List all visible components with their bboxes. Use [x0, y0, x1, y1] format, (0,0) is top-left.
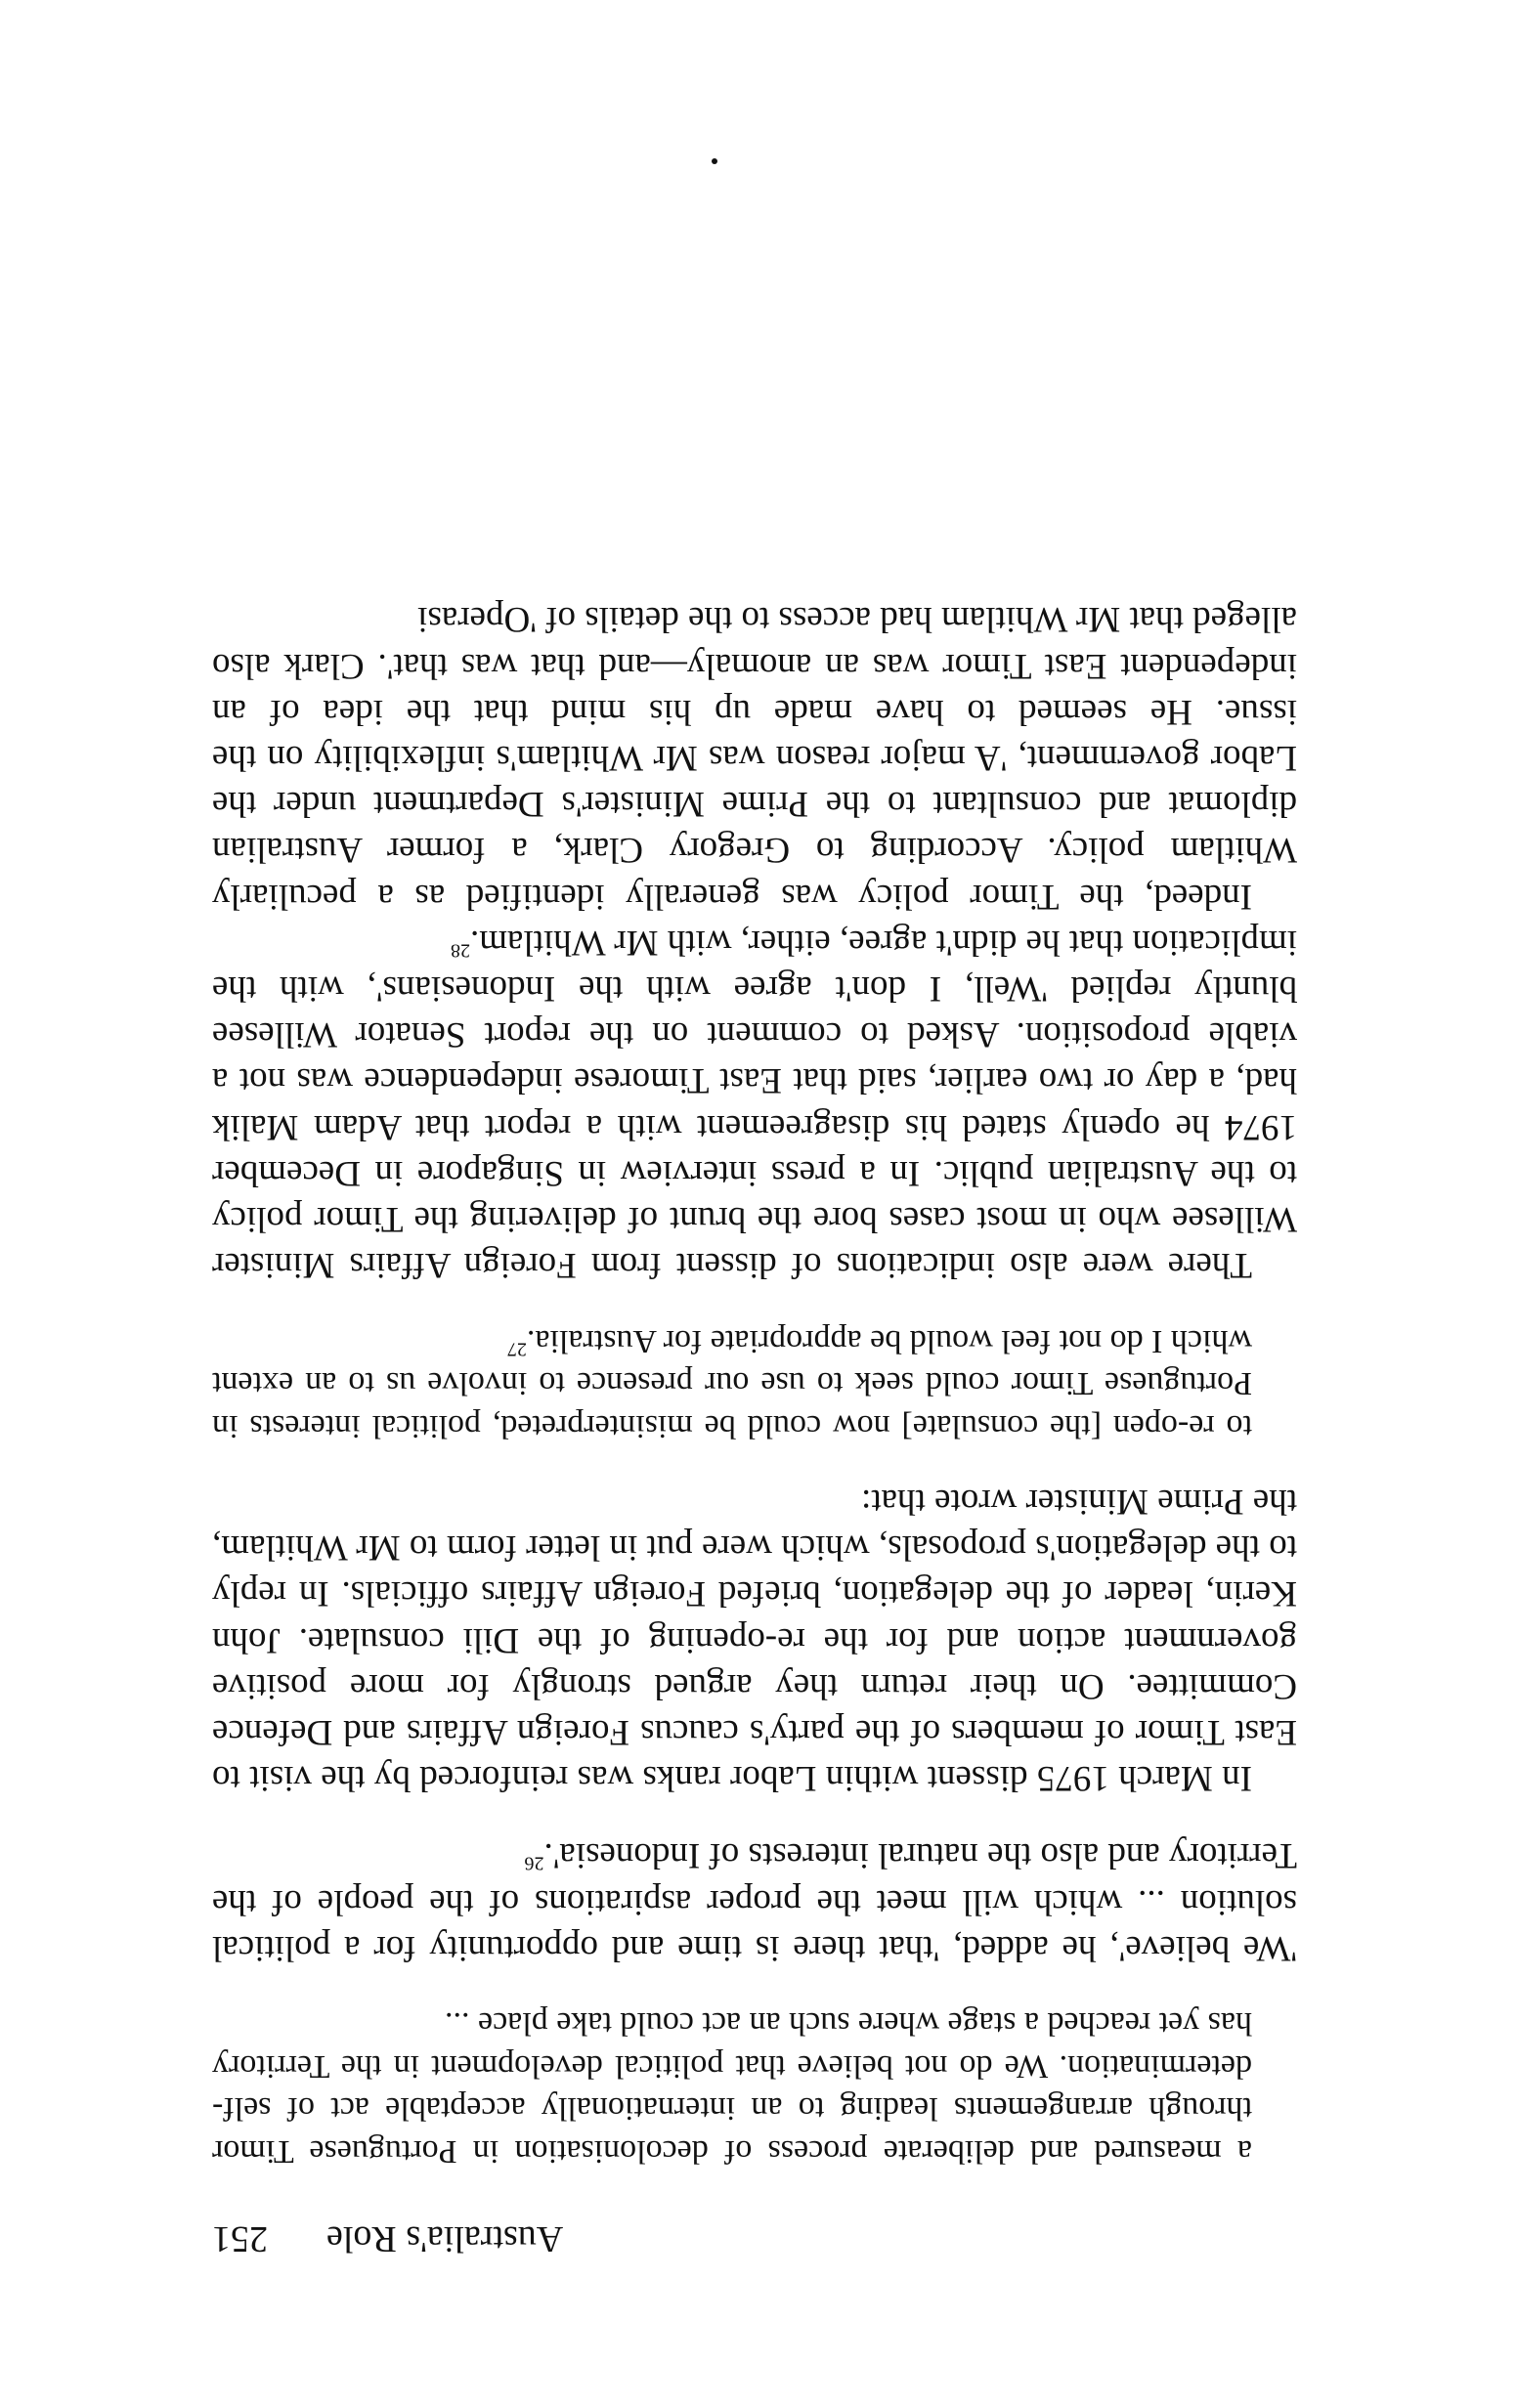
page-number: 251 — [212, 2218, 268, 2259]
paragraph-1 — [212, 1832, 1297, 1971]
paragraph-1-text: 'We believe', he added, 'that there is time and opportunity for a political solution ... which will meet the proper aspirations of the people of the Territory and also the natural interests of Indonesia'. — [212, 1835, 1297, 1968]
running-header — [212, 2215, 1297, 2261]
block-quote-1-text: a measured and deliberate process of decolonisation in Portuguese Timor through arrangements leading to an internationally acceptable act of self-determination. We do not believe that political development in the Territory has yet reached a stage where such an act could take place ... — [212, 2005, 1252, 2170]
page-text-block — [212, 596, 1297, 2261]
block-quote-2-text: to re-open [the consulate] now could be misinterpreted, political interests in Portuguese Timor could seek to use our presence to involve us to an extent which I do not feel would be appropriate for Australia. — [212, 1322, 1252, 1444]
running-title: Australia's Role — [326, 2218, 564, 2259]
footnote-ref-27: 27 — [506, 1338, 527, 1360]
paragraph-4 — [212, 596, 1297, 919]
footnote-ref-28: 28 — [450, 939, 470, 962]
block-quote-1 — [212, 2002, 1252, 2172]
paragraph-2 — [212, 1479, 1297, 1801]
paragraph-3 — [212, 920, 1297, 1289]
footnote-ref-26: 26 — [524, 1852, 544, 1874]
stray-mark — [712, 158, 717, 164]
paragraph-4-text: Indeed, the Timor policy was generally identified as a peculiarly Whitlam policy. According to Gregory Clark, a former Australian diplomat and consultant to the Prime Minister's Department under the Labor government, 'A major reason was Mr Whitlam's inflexibility on the issue. He seemed to have made up his mind that the idea of an independent East Timor was an anomaly—and that was that'. Clark also alleged that Mr Whitlam had access to the details of 'Operasi — [212, 599, 1297, 917]
block-quote-2 — [212, 1319, 1252, 1447]
paragraph-3-text: There were also indications of dissent from Foreign Affairs Minister Willesee who in most cases bore the brunt of delivering the Timor policy to the Australian public. In a press interview in Singapore in December 1974 he openly stated his disagreement with a report that Adam Malik had, a day or two earlier, said that East Timorese independence was not a viable proposition. Asked to comment on the report Senator Willesee bluntly replied 'Well, I don't agree with the Indonesians', with the implication that he didn't agree, either, with Mr Whitlam. — [212, 922, 1297, 1286]
paragraph-2-text: In March 1975 dissent within Labor ranks was reinforced by the visit to East Timor of members of the party's caucus Foreign Affairs and Defence Committee. On their return they argued strongly for more positive government action and for the re-opening of the Dili consulate. John Kerin, leader of the delegation, briefed Foreign Affairs officials. In reply to the delegation's proposals, which were put in letter form to Mr Whitlam, the Prime Minister wrote that: — [212, 1481, 1297, 1799]
